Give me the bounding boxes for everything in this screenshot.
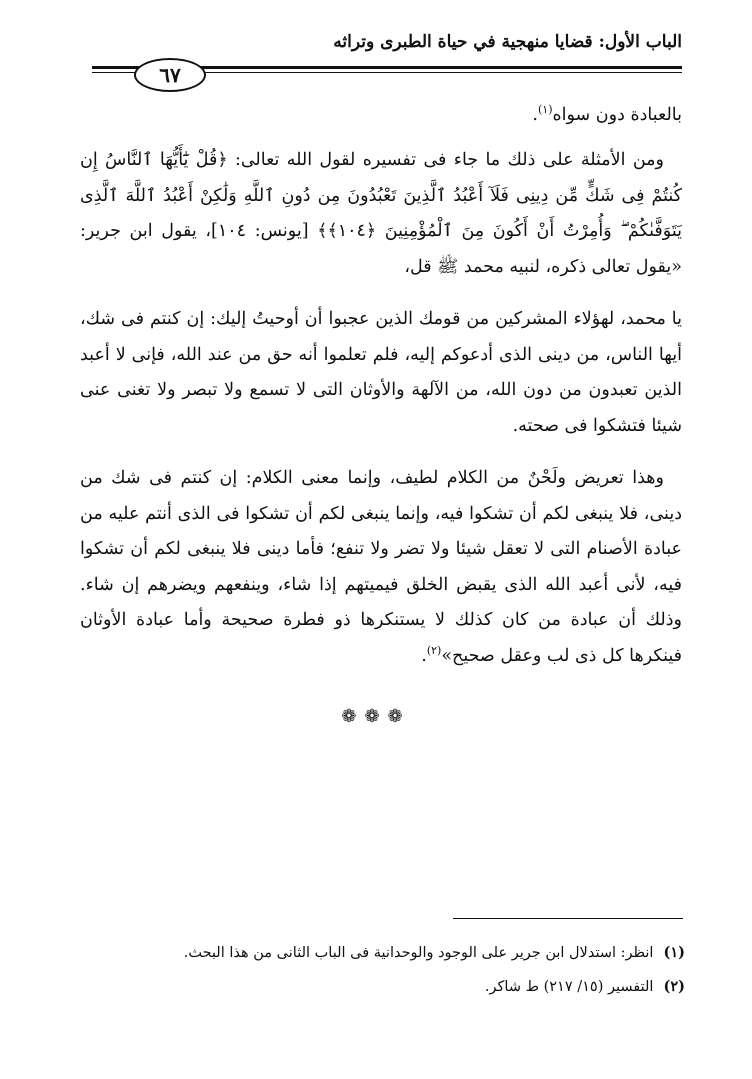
paragraph-tail: [يونس: ١٠٤]، يقول ابن جرير: «يقول تعالى ذكره، لنبيه محمد ﷺ قل،	[80, 221, 682, 277]
footnotes	[80, 936, 685, 1004]
paragraph-1	[80, 143, 682, 285]
footnote-number: (٢)	[663, 978, 685, 995]
section-ornament: ❁❁❁	[341, 706, 411, 727]
footnote-rule	[453, 918, 683, 919]
footnote-ref-1: (١)	[537, 103, 553, 117]
page-number: ٦٧	[159, 63, 181, 87]
footnote-text: التفسير (١٥/ ٢١٧) ط شاكر.	[484, 979, 654, 995]
footnote-item	[80, 936, 685, 970]
paragraph-3	[80, 461, 682, 674]
header-title: الباب الأول: قضايا منهجية في حياة الطبرى وتراثه	[333, 32, 682, 52]
paragraph-text: بالعبادة دون سواه	[552, 105, 682, 125]
paragraph-tail: .	[421, 645, 427, 666]
footnote-ref-2: (٢)	[426, 643, 442, 657]
page-number-badge	[134, 58, 206, 92]
footnote-text: انظر: استدلال ابن جرير على الوجود والوحدانية فى الباب الثانى من هذا البحث.	[183, 945, 654, 961]
quran-verse: ﴿قُلْ يَٰٓأَيُّهَا ٱلنَّاسُ إِن كُنتُمْ فِى شَكٍّ مِّن دِينِى فَلَآ أَعْبُدُ ٱلَّذِينَ تَعْبُدُونَ مِن دُونِ ٱللَّهِ وَلَٰكِنْ أَعْبُدُ ٱللَّهَ ٱلَّذِى يَتَوَفَّىٰكُمْ ۖ وَأُمِرْتُ أَنْ أَكُونَ مِنَ ٱلْمُؤْمِنِينَ ﴿١٠٤﴾﴾	[80, 150, 682, 241]
paragraph-tail: .	[532, 105, 538, 125]
paragraph-0	[80, 98, 682, 134]
paragraph-lead: ومن الأمثلة على ذلك ما جاء فى تفسيره لقول الله تعالى:	[227, 150, 664, 170]
running-header	[92, 28, 682, 88]
footnote-item	[80, 970, 685, 1004]
paragraph-text: وهذا تعريض ولَحْنٌ من الكلام لطيف، وإنما معنى الكلام: إن كنتم فى شك من دينى، فلا ينبغى لكم أن تشكوا فيه، وإنما ينبغى لكم أن تشكوا فى الذى أنتم عليه من عبادة الأصنام التى لا تعقل شيئا ولا تضر ولا تنفع؛ فأما دينى فلا ينبغى لكم أن تشكوا فيه، لأنى أعبد الله الذى يقبض الخلق فيميتهم إذا شاء، وينفعهم ويضرهم إن شاء. وذلك أن عبادة من كان كذلك لا يستنكرها ذو فطرة صحيحة وأما عبادة الأوثان فينكرها كل ذى لب وعقل صحيح»	[80, 468, 682, 666]
footnote-number: (١)	[663, 944, 685, 961]
paragraph-text: يا محمد، لهؤلاء المشركين من قومك الذين عجبوا أن أوحيتُ إليك: إن كنتم فى شك، أيها الناس، من دينى الذى أدعوكم إليه، فلم تعلموا أنه حق من عند الله، فإنى لا أعبد الذين تعبدون من دون الله، من الآلهة والأوثان التى لا تسمع ولا تبصر ولا تغنى عنى شيئا فتشكوا فى صحته.	[80, 309, 682, 436]
paragraph-2	[80, 302, 682, 444]
